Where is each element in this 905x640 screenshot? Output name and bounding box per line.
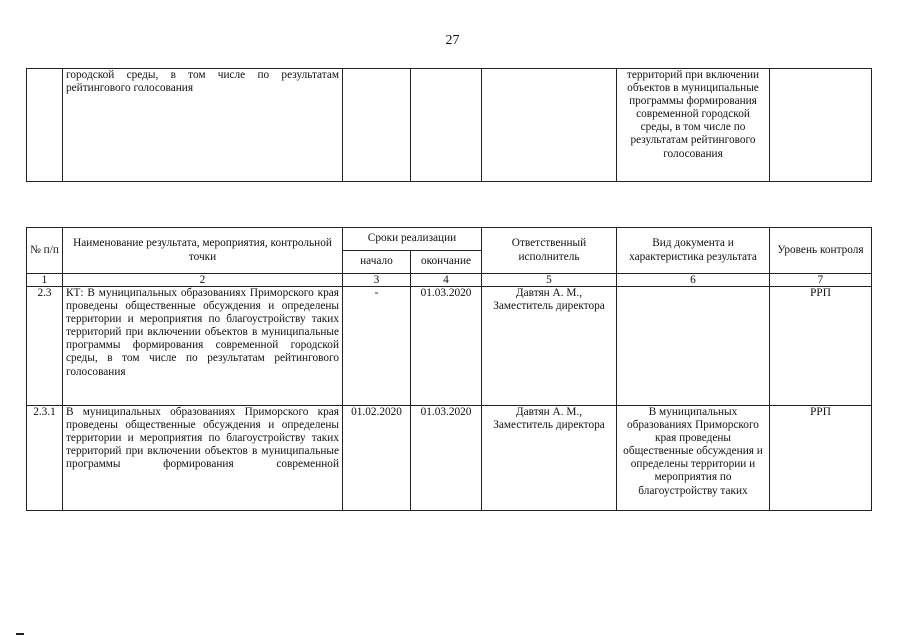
row-num: 2.3.1	[27, 406, 63, 511]
row-doc	[617, 287, 770, 406]
row-control: РРП	[770, 287, 872, 406]
cell-doc	[617, 69, 770, 182]
cell-responsible	[482, 69, 617, 182]
row-end: 01.03.2020	[411, 287, 482, 406]
header-name: Наименование результата, мероприятия, контрольной точки	[63, 228, 343, 274]
header-control: Уровень контроля	[770, 228, 872, 274]
row-responsible: Давтян А. М., Заместитель директора	[482, 406, 617, 511]
cell-start	[343, 69, 411, 182]
cell-control	[770, 69, 872, 182]
header-doc-type: Вид документа и характеристика результата	[617, 228, 770, 274]
row-name: КТ: В муниципальных образованиях Приморского края проведены общественные обсуждения и определены территории и мероприятия по благоустройству таких территорий при включении объектов в муниципальные программы формирования современной городской среды, в том числе по результатам рейтингового голосования	[63, 287, 343, 406]
col-number: 6	[617, 274, 770, 287]
header-start: начало	[343, 251, 411, 274]
col-number: 4	[411, 274, 482, 287]
col-number: 1	[27, 274, 63, 287]
row-name: В муниципальных образованиях Приморского края проведены общественные обсуждения и определены территории и мероприятия по благоустройству таких территорий при включении объектов в муниципальные программы формирования современной	[63, 406, 343, 511]
col-number: 3	[343, 274, 411, 287]
page-number: 27	[445, 33, 460, 48]
cell-num	[27, 69, 63, 182]
header-num: № п/п	[27, 228, 63, 274]
row-control: РРП	[770, 406, 872, 511]
row-start: 01.02.2020	[343, 406, 411, 511]
header-responsible: Ответственный исполнитель	[482, 228, 617, 274]
plan-table	[26, 227, 872, 511]
column-number-row	[27, 274, 872, 287]
row-start: -	[343, 287, 411, 406]
continuation-table	[26, 68, 872, 182]
table-row	[27, 287, 872, 406]
row-num: 2.3	[27, 287, 63, 406]
col-number: 5	[482, 274, 617, 287]
footer-mark	[16, 633, 24, 635]
row-responsible: Давтян А. М., Заместитель директора	[482, 287, 617, 406]
table-row	[27, 406, 872, 511]
cell-name: городской среды, в том числе по результатам рейтингового голосования	[63, 69, 343, 182]
header-end: окончание	[411, 251, 482, 274]
row-doc: В муниципальных образованиях Приморского края проведены общественные обсуждения и определены территории и мероприятия по благоустройству таких	[617, 406, 770, 511]
header-row	[27, 228, 872, 251]
cell-end	[411, 69, 482, 182]
continuation-row	[27, 69, 872, 182]
col-number: 7	[770, 274, 872, 287]
header-terms: Сроки реализации	[343, 228, 482, 251]
col-number: 2	[63, 274, 343, 287]
row-end: 01.03.2020	[411, 406, 482, 511]
cell-doc-text: территорий при включении объектов в муниципальные программы формирования современной городской среды, в том числе по результатам рейтингового голосования	[626, 69, 760, 160]
